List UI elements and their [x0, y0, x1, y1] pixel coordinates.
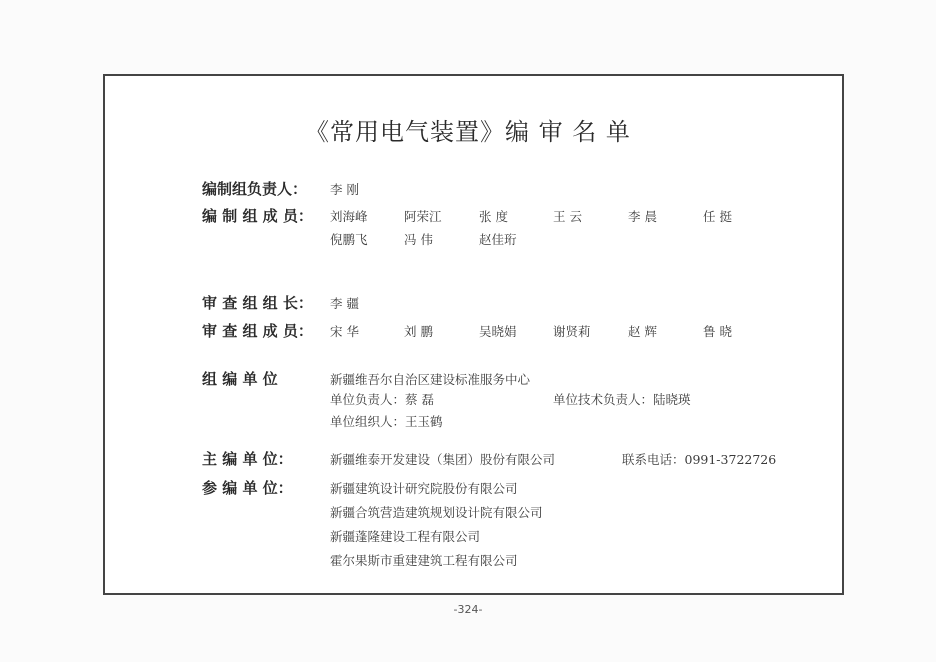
page-number: -324-: [453, 603, 483, 616]
review-member: 鲁 晓: [703, 324, 732, 339]
chief-editor-name: 新疆维泰开发建设（集团）股份有限公司: [330, 452, 556, 467]
review-members-label: 审 查 组 成 员：: [202, 322, 313, 340]
organizer-head: 单位负责人：蔡 磊: [330, 392, 434, 407]
review-member: 宋 华: [330, 324, 359, 339]
compile-member: 张 度: [479, 209, 508, 224]
compile-member: 倪鹏飞: [330, 232, 368, 247]
organizer-coordinator: 单位组织人：王玉鹤: [330, 414, 443, 429]
compile-member: 王 云: [553, 209, 582, 224]
review-leader-label: 审 查 组 组 长：: [202, 294, 313, 312]
co-editor-name: 新疆合筑营造建筑规划设计院有限公司: [330, 505, 543, 520]
organizer-name: 新疆维吾尔自治区建设标准服务中心: [330, 372, 531, 387]
review-member: 谢贤莉: [553, 324, 591, 339]
compile-member: 阿荣江: [404, 209, 442, 224]
organizer-tech-head: 单位技术负责人：陆晓瑛: [553, 392, 691, 407]
organizer-label: 组 编 单 位: [202, 370, 278, 388]
review-leader-name: 李 疆: [330, 296, 359, 311]
co-editor-name: 新疆建筑设计研究院股份有限公司: [330, 481, 518, 496]
chief-editor-phone: 联系电话：0991-3722726: [622, 452, 777, 467]
compile-member: 刘海峰: [330, 209, 368, 224]
review-member: 吴晓娟: [479, 324, 517, 339]
review-member: 刘 鹏: [404, 324, 433, 339]
co-editors-label: 参 编 单 位：: [202, 479, 293, 497]
review-member: 赵 辉: [628, 324, 657, 339]
compile-member: 赵佳珩: [479, 232, 517, 247]
co-editor-name: 霍尔果斯市重建建筑工程有限公司: [330, 553, 518, 568]
page-title: 《常用电气装置》编 审 名 单: [305, 118, 631, 146]
compile-member: 冯 伟: [404, 232, 433, 247]
chief-editor-label: 主 编 单 位：: [202, 450, 293, 468]
compile-leader-label: 编制组负责人：: [202, 180, 308, 198]
co-editor-name: 新疆蓬隆建设工程有限公司: [330, 529, 481, 544]
compile-members-label: 编 制 组 成 员：: [202, 207, 313, 225]
compile-member: 李 晨: [628, 209, 657, 224]
compile-leader-name: 李 刚: [330, 182, 359, 197]
compile-member: 任 挺: [703, 209, 732, 224]
